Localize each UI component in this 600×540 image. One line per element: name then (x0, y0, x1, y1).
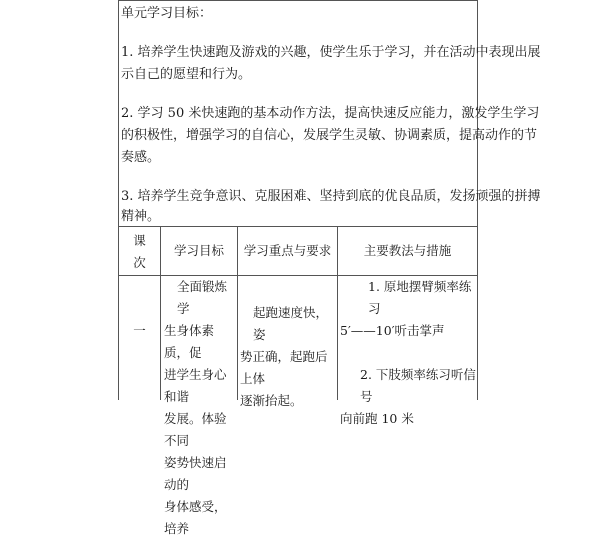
row1-method-1-line-1: 1. 原地摆臂频率练习 (368, 279, 472, 316)
row1-method-1-line-2: 5′——10′听击掌声 (340, 323, 445, 338)
header-methods: 主要教法与措施 (363, 243, 452, 258)
row1-focus-line-2: 势正确，起跑后上体 (240, 349, 328, 386)
row1-objectives (164, 276, 236, 540)
row1-focus (240, 302, 336, 412)
goals-bottom-border (118, 226, 478, 227)
goal-2-line-3: 奏感。 (121, 150, 161, 165)
goal-3-line-1: 3. 培养学生竞争意识、克服困难、坚持到底的优良品质，发扬顽强的拼搏 (121, 189, 541, 204)
unit-goals-title: 单元学习目标： (121, 6, 213, 21)
row1-objectives-line-1: 全面锻炼学 (177, 279, 228, 316)
row1-focus-line-3: 逐渐抬起。 (240, 393, 303, 408)
row1-method-2-line-1: 2. 下肢频率练习听信号 (360, 367, 476, 404)
header-objectives: 学习目标 (173, 243, 224, 258)
row1-objectives-line-3: 进学生身心和谐 (164, 367, 227, 404)
header-lesson-line-1: 课 (133, 233, 146, 248)
header-focus: 学习重点与要求 (243, 243, 332, 258)
header-lesson-line-2: 次 (133, 255, 146, 270)
row1-focus-line-1: 起跑速度快，姿 (253, 305, 329, 342)
table-top-border (118, 0, 478, 1)
goal-2-line-2: 的积极性，增强学习的自信心，发展学生灵敏、协调素质，提高动作的节 (121, 128, 538, 143)
row1-lesson-number: 一 (133, 323, 146, 338)
row1-objectives-line-2: 生身体素质，促 (164, 323, 215, 360)
goal-3-line-2: 精神。 (121, 209, 161, 224)
header-lesson (119, 230, 160, 274)
row1-method-2-line-2: 向前跑 10 米 (340, 411, 414, 426)
row1-objectives-line-4: 发展。体验不同 (164, 411, 227, 448)
goal-2-line-1: 2. 学习 50 米快速跑的基本动作方法，提高快速反应能力，激发学生学习 (121, 106, 540, 121)
row1-methods (340, 276, 476, 430)
goal-1-line-2: 示自己的愿望和行为。 (121, 67, 252, 82)
row1-objectives-line-5: 姿势快速启动的 (164, 455, 227, 492)
row1-objectives-line-6: 身体感受，培养 (164, 499, 227, 536)
goal-1-line-1: 1. 培养学生快速跑及游戏的兴趣，使学生乐于学习，并在活动中表现出展 (121, 45, 541, 60)
